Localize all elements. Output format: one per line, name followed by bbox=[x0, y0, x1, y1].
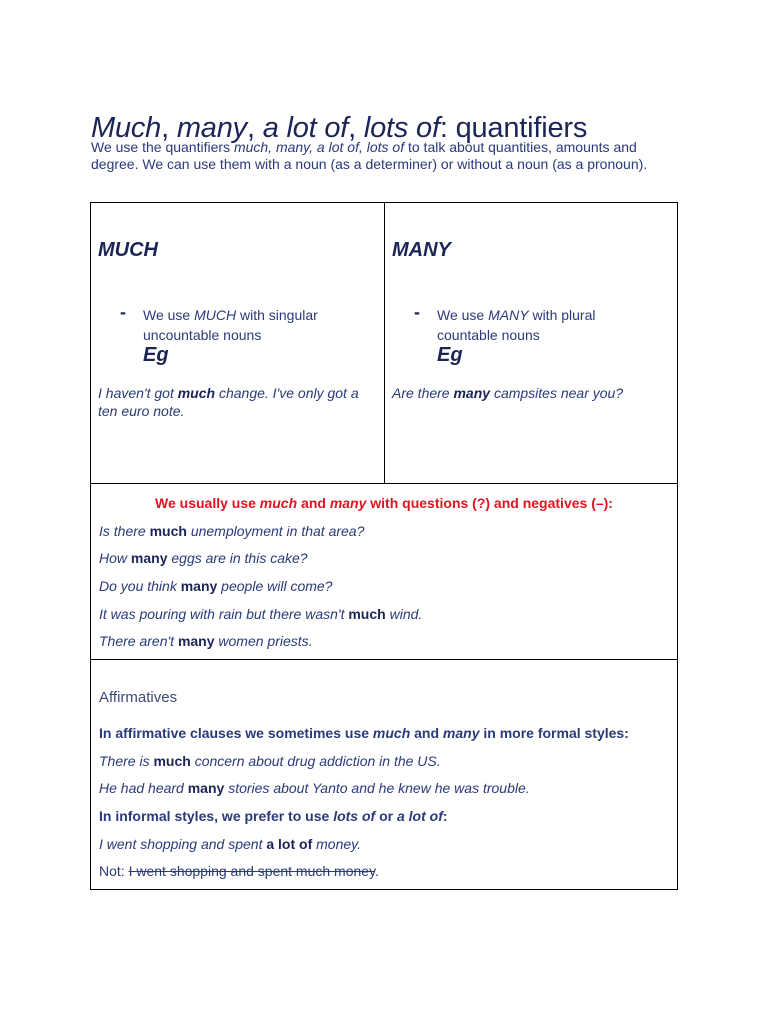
affirmatives-informal-rule: In informal styles, we prefer to use lots of or a lot of: bbox=[99, 808, 448, 824]
title-suffix: : quantifiers bbox=[439, 112, 588, 145]
much-example: I haven't got much change. I've only got a ten euro note. bbox=[98, 385, 359, 419]
title-quantifier-many: many bbox=[176, 112, 247, 145]
many-column bbox=[385, 203, 677, 483]
title-quantifier-lots-of: lots of bbox=[363, 112, 440, 145]
much-rule: We use MUCH with singular uncountable nouns bbox=[143, 307, 318, 343]
title-quantifier-a-lot-of: a lot of bbox=[262, 112, 349, 145]
much-heading: MUCH bbox=[98, 239, 158, 261]
title-separator: , bbox=[348, 112, 364, 145]
bullet-dash: - bbox=[120, 302, 126, 322]
questions-rule: We usually use much and many with questions (?) and negatives (–): bbox=[155, 495, 613, 511]
many-eg-label: Eg bbox=[437, 344, 463, 366]
much-column bbox=[91, 203, 384, 483]
example-line: There aren't many women priests. bbox=[99, 633, 313, 649]
affirmatives-heading: Affirmatives bbox=[99, 689, 178, 706]
title-quantifier-much: Much bbox=[91, 112, 162, 145]
bullet-dash: - bbox=[414, 302, 420, 322]
many-rule: We use MANY with plural countable nouns bbox=[437, 307, 596, 343]
much-many-table bbox=[90, 202, 678, 484]
not-example-line: Not: I went shopping and spent much money. bbox=[99, 863, 379, 879]
much-eg-label: Eg bbox=[143, 344, 169, 366]
affirmatives-section bbox=[90, 659, 678, 890]
example-line: There is much concern about drug addiction in the US. bbox=[99, 753, 441, 769]
many-example: Are there many campsites near you? bbox=[392, 385, 624, 401]
example-line: Is there much unemployment in that area? bbox=[99, 523, 365, 539]
example-line: It was pouring with rain but there wasn't much wind. bbox=[99, 606, 423, 622]
affirmatives-formal-rule: In affirmative clauses we sometimes use much and many in more formal styles: bbox=[99, 725, 629, 741]
many-heading: MANY bbox=[392, 239, 451, 261]
title-separator: , bbox=[161, 112, 177, 145]
example-line: I went shopping and spent a lot of money. bbox=[99, 836, 361, 852]
example-line: Do you think many people will come? bbox=[99, 578, 333, 594]
incorrect-example: I went shopping and spent much money bbox=[128, 863, 376, 879]
example-line: How many eggs are in this cake? bbox=[99, 550, 308, 566]
title-separator: , bbox=[246, 112, 263, 145]
example-line: He had heard many stories about Yanto and he knew he was trouble. bbox=[99, 780, 530, 796]
intro-paragraph: We use the quantifiers much, many, a lot of, lots of to talk about quantities, amounts and degree. We can use them with a noun (as a determiner) or without a noun (as a pronoun). bbox=[91, 139, 648, 172]
questions-negatives-section bbox=[90, 483, 678, 660]
